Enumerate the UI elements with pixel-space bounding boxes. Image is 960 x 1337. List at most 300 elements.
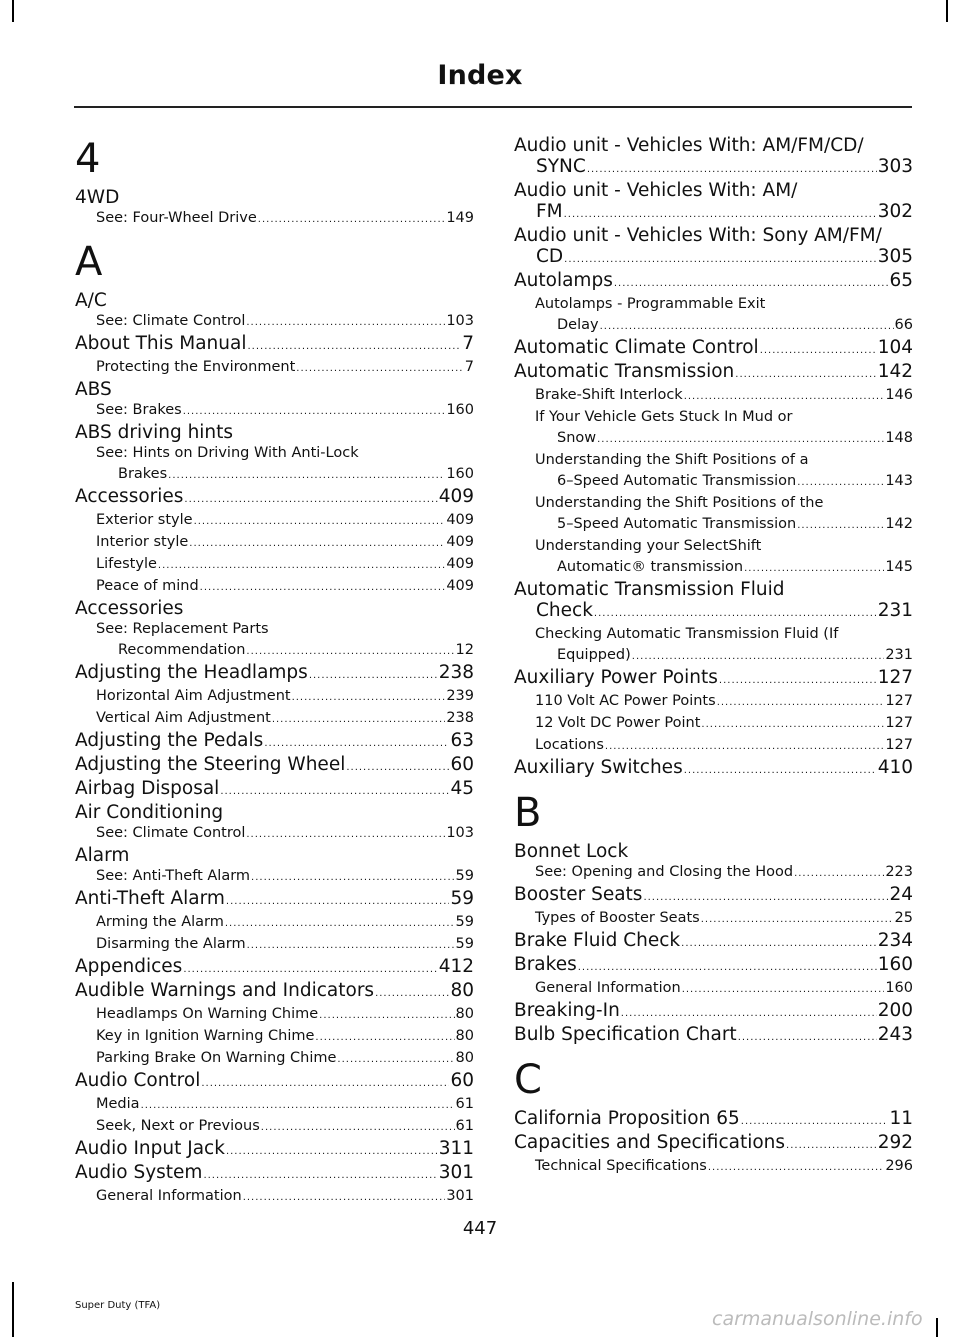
index-subentry <box>514 713 913 735</box>
entry-line <box>514 600 913 624</box>
index-entry <box>75 778 474 802</box>
index-entry <box>514 954 913 978</box>
leader-dots <box>738 1027 877 1048</box>
document-label: Super Duty (TFA) <box>75 1300 161 1311</box>
index-entry <box>514 1000 913 1024</box>
page-ref: 238 <box>438 662 474 683</box>
page-ref: 239 <box>446 688 474 704</box>
page-ref: 60 <box>450 1070 474 1091</box>
entry-line <box>96 1116 474 1138</box>
entry-text: Understanding the Shift Positions of the <box>535 495 824 511</box>
entry-text: Check <box>536 600 593 621</box>
index-column-right <box>514 135 913 1178</box>
leader-dots <box>141 1095 455 1116</box>
index-subentry <box>75 1094 474 1116</box>
page-ref: 143 <box>885 473 913 489</box>
index-subentry <box>514 735 913 757</box>
entry-text: Brake Fluid Check <box>514 930 681 951</box>
index-entry <box>75 888 474 912</box>
entry-text: Audio System <box>75 1162 203 1183</box>
page-ref: 142 <box>877 361 913 382</box>
crop-mark-top-right <box>946 0 948 22</box>
index-subentry <box>75 823 474 845</box>
entry-line <box>96 686 474 708</box>
index-subentry <box>514 862 913 884</box>
section-letter: B <box>514 790 542 836</box>
entry-line <box>96 934 474 956</box>
entry-text: Bonnet Lock <box>514 841 629 862</box>
page-ref: 60 <box>450 754 474 775</box>
page-ref: 301 <box>438 1162 474 1183</box>
index-entry <box>514 1108 913 1132</box>
entry-text: See: Opening and Closing the Hood <box>535 864 794 880</box>
entry-line <box>75 845 474 866</box>
page-ref: 160 <box>885 980 913 996</box>
entry-text: Interior style <box>96 534 189 550</box>
entry-text: Audio unit - Vehicles With: Sony AM/FM/ <box>514 225 882 246</box>
entry-line <box>96 708 474 730</box>
leader-dots <box>600 316 894 337</box>
index-entry <box>514 225 913 270</box>
leader-dots <box>744 558 884 579</box>
index-entry <box>75 730 474 754</box>
entry-line <box>75 333 474 357</box>
leader-dots <box>564 204 877 225</box>
entry-text: Equipped) <box>557 647 631 663</box>
page-ref: 296 <box>885 1158 913 1174</box>
leader-dots <box>564 249 877 270</box>
entry-line <box>96 1048 474 1070</box>
index-entry <box>514 135 913 180</box>
index-subentry <box>514 1156 913 1178</box>
page-ref: 59 <box>455 914 474 930</box>
index-subentry <box>75 576 474 598</box>
entry-text: California Proposition 65 <box>514 1108 740 1129</box>
leader-dots <box>226 1141 438 1162</box>
entry-text: Audio unit - Vehicles With: AM/ <box>514 180 798 201</box>
leader-dots <box>794 863 884 884</box>
page-ref: 61 <box>455 1118 474 1134</box>
entry-line <box>96 866 474 888</box>
leader-dots <box>246 824 445 845</box>
watermark: carmanualsonline.info <box>712 1308 923 1330</box>
entry-text: Technical Specifications <box>535 1158 707 1174</box>
entry-line <box>96 1186 474 1208</box>
page-ref: 410 <box>877 757 913 778</box>
entry-text: See: Anti-Theft Alarm <box>96 868 251 884</box>
leader-dots <box>708 1157 884 1178</box>
entry-line <box>75 888 474 912</box>
index-subentry <box>75 311 474 333</box>
index-entry <box>75 662 474 686</box>
page-ref: 301 <box>446 1188 474 1204</box>
entry-text: See: Climate Control <box>96 313 246 329</box>
index-subentry <box>75 1004 474 1026</box>
leader-dots <box>594 603 877 624</box>
entry-text: 110 Volt AC Power Points <box>535 693 716 709</box>
entry-text: Protecting the Environment <box>96 359 296 375</box>
index-entry <box>75 598 474 619</box>
leader-dots <box>184 489 437 510</box>
leader-dots <box>605 736 884 757</box>
leader-dots <box>684 386 885 407</box>
entry-line <box>75 754 474 778</box>
entry-line <box>514 1132 913 1156</box>
leader-dots <box>346 757 449 778</box>
page-ref: 303 <box>877 156 913 177</box>
page-ref: 302 <box>877 201 913 222</box>
index-subentry <box>75 619 474 662</box>
page-ref: 238 <box>446 710 474 726</box>
index-subentry <box>75 208 474 230</box>
page-ref: 412 <box>438 956 474 977</box>
entry-text: Parking Brake On Warning Chime <box>96 1050 337 1066</box>
entry-text: Airbag Disposal <box>75 778 220 799</box>
entry-line <box>535 862 913 884</box>
leader-dots <box>261 1117 455 1138</box>
entry-line <box>535 385 913 407</box>
entry-text: Capacities and Specifications <box>514 1132 786 1153</box>
leader-dots <box>681 933 877 954</box>
entry-line <box>514 1000 913 1024</box>
entry-line <box>514 954 913 978</box>
page-ref: 7 <box>462 333 474 354</box>
entry-text: Vertical Aim Adjustment <box>96 710 271 726</box>
index-subentry <box>514 536 913 579</box>
leader-dots <box>246 641 454 662</box>
index-entry <box>514 884 913 908</box>
index-entry <box>75 802 474 823</box>
entry-text: Accessories <box>75 486 184 507</box>
leader-dots <box>614 273 889 294</box>
entry-text: ABS driving hints <box>75 422 234 443</box>
entry-line <box>514 1108 913 1132</box>
index-subentry <box>514 294 913 337</box>
entry-line <box>514 757 913 781</box>
index-entry <box>75 422 474 443</box>
entry-line <box>535 557 913 579</box>
entry-text: Appendices <box>75 956 183 977</box>
index-entry <box>514 841 913 862</box>
entry-text: See: Brakes <box>96 402 182 418</box>
entry-text: Breaking-In <box>514 1000 620 1021</box>
leader-dots <box>719 670 877 691</box>
entry-line <box>75 662 474 686</box>
page-ref: 409 <box>446 512 474 528</box>
page-ref: 243 <box>877 1024 913 1045</box>
entry-line <box>75 778 474 802</box>
leader-dots <box>632 646 885 667</box>
leader-dots <box>200 577 446 598</box>
entry-text: Key in Ignition Warning Chime <box>96 1028 315 1044</box>
index-subentry <box>75 532 474 554</box>
entry-line <box>96 1004 474 1026</box>
crop-mark-bottom-right <box>936 1318 938 1337</box>
entry-text: Audio Control <box>75 1070 201 1091</box>
page-ref: 127 <box>885 737 913 753</box>
entry-line <box>96 823 474 845</box>
entry-text: ABS <box>75 379 112 400</box>
leader-dots <box>296 358 463 379</box>
page-ref: 59 <box>455 936 474 952</box>
page-ref: 80 <box>450 980 474 1001</box>
page-ref: 45 <box>450 778 474 799</box>
entry-line <box>514 337 913 361</box>
page-ref: 65 <box>889 270 913 291</box>
entry-text: If Your Vehicle Gets Stuck In Mud or <box>535 409 793 425</box>
leader-dots <box>248 336 462 357</box>
page-ref: 7 <box>464 359 474 375</box>
index-entry <box>75 333 474 357</box>
leader-dots <box>701 909 894 930</box>
index-entry <box>75 187 474 208</box>
entry-text: About This Manual <box>75 333 247 354</box>
index-entry <box>514 337 913 361</box>
leader-dots <box>246 312 445 333</box>
entry-text: Adjusting the Headlamps <box>75 662 308 683</box>
index-column-left <box>75 135 474 1208</box>
entry-line <box>96 311 474 333</box>
entry-line <box>535 713 913 735</box>
leader-dots <box>183 959 437 980</box>
index-entry <box>75 1138 474 1162</box>
entry-text: Automatic Transmission Fluid <box>514 579 785 600</box>
entry-line <box>514 1024 913 1048</box>
leader-dots <box>319 1005 454 1026</box>
page-number: 447 <box>462 1218 498 1239</box>
leader-dots <box>337 1049 454 1070</box>
index-subentry <box>75 934 474 956</box>
leader-dots <box>251 867 455 888</box>
index-entry <box>75 1070 474 1094</box>
entry-line <box>96 576 474 598</box>
entry-line <box>96 554 474 576</box>
entry-text: Headlamps On Warning Chime <box>96 1006 319 1022</box>
entry-text: Understanding your SelectShift <box>535 538 762 554</box>
entry-line <box>75 486 474 510</box>
page-ref: 12 <box>455 642 474 658</box>
page-ref: 223 <box>885 864 913 880</box>
entry-text: CD <box>536 246 564 267</box>
leader-dots <box>643 887 888 908</box>
page-ref: 160 <box>877 954 913 975</box>
entry-text: Brake-Shift Interlock <box>535 387 683 403</box>
entry-line <box>96 1026 474 1048</box>
leader-dots <box>258 209 446 230</box>
page-ref: 11 <box>889 1108 913 1129</box>
entry-text: Automatic Climate Control <box>514 337 759 358</box>
entry-line <box>75 1162 474 1186</box>
entry-text: Lifestyle <box>96 556 157 572</box>
entry-line <box>75 422 474 443</box>
entry-text: General Information <box>96 1188 242 1204</box>
entry-line <box>514 841 913 862</box>
index-subentry <box>514 691 913 713</box>
entry-line <box>514 930 913 954</box>
index-entry <box>514 757 913 781</box>
leader-dots <box>735 364 876 385</box>
page-ref: 80 <box>455 1028 474 1044</box>
entry-line <box>535 471 913 493</box>
entry-text: See: Four-Wheel Drive <box>96 210 257 226</box>
page-ref: 409 <box>438 486 474 507</box>
entry-text: Accessories <box>75 598 184 619</box>
leader-dots <box>587 159 877 180</box>
entry-text: Media <box>96 1096 140 1112</box>
leader-dots <box>701 714 884 735</box>
leader-dots <box>375 983 449 1004</box>
page-ref: 149 <box>446 210 474 226</box>
index-subentry <box>75 1048 474 1070</box>
index-entry <box>514 1024 913 1048</box>
entry-line <box>96 510 474 532</box>
leader-dots <box>309 665 438 686</box>
entry-text: Checking Automatic Transmission Fluid (If <box>535 626 839 642</box>
entry-text: A/C <box>75 290 107 311</box>
entry-line <box>75 980 474 1004</box>
entry-line <box>514 361 913 385</box>
index-entry <box>514 361 913 385</box>
leader-dots <box>225 913 455 934</box>
page-ref: 142 <box>885 516 913 532</box>
entry-line <box>96 464 474 486</box>
entry-text: Brakes <box>514 954 577 975</box>
entry-text: See: Climate Control <box>96 825 246 841</box>
entry-line <box>75 1138 474 1162</box>
page-ref: 234 <box>877 930 913 951</box>
page-ref: 127 <box>877 667 913 688</box>
leader-dots <box>597 429 884 450</box>
entry-text: Types of Booster Seats <box>535 910 700 926</box>
index-subentry <box>75 1026 474 1048</box>
entry-line <box>535 315 913 337</box>
index-subentry <box>75 1116 474 1138</box>
entry-line <box>75 802 474 823</box>
index-subentry <box>514 624 913 667</box>
entry-text: See: Replacement Parts <box>96 621 269 637</box>
section-letter: A <box>75 239 103 285</box>
index-subentry <box>75 357 474 379</box>
entry-text: FM <box>536 201 563 222</box>
entry-text: Auxiliary Switches <box>514 757 683 778</box>
index-entry <box>75 290 474 311</box>
page-ref: 231 <box>877 600 913 621</box>
index-subentry <box>75 510 474 532</box>
leader-dots <box>264 733 449 754</box>
entry-text: Adjusting the Steering Wheel <box>75 754 346 775</box>
entry-line <box>514 884 913 908</box>
entry-text: Audio Input Jack <box>75 1138 225 1159</box>
page-title: Index <box>437 60 523 91</box>
section-letter: 4 <box>75 136 101 182</box>
page-ref: 148 <box>885 430 913 446</box>
page-ref: 145 <box>885 559 913 575</box>
entry-text: SYNC <box>536 156 586 177</box>
entry-line <box>514 246 913 270</box>
entry-text: Understanding the Shift Positions of a <box>535 452 809 468</box>
page-ref: 24 <box>889 884 913 905</box>
index-entry <box>514 930 913 954</box>
index-subentry <box>514 908 913 930</box>
leader-dots <box>203 1165 437 1186</box>
entry-line <box>96 1094 474 1116</box>
crop-mark-bottom-left <box>12 1282 14 1337</box>
leader-dots <box>226 891 450 912</box>
entry-text: Autolamps <box>514 270 613 291</box>
leader-dots <box>684 760 877 781</box>
entry-line <box>96 357 474 379</box>
page-ref: 103 <box>446 825 474 841</box>
leader-dots <box>717 692 885 713</box>
index-subentry <box>514 978 913 1000</box>
entry-text: Automatic Transmission <box>514 361 735 382</box>
leader-dots <box>741 1111 889 1132</box>
entry-line <box>535 1156 913 1178</box>
entry-text: Auxiliary Power Points <box>514 667 718 688</box>
index-subentry <box>75 1186 474 1208</box>
entry-line <box>514 156 913 180</box>
section-letter: C <box>514 1057 542 1103</box>
entry-text: Autolamps - Programmable Exit <box>535 296 766 312</box>
index-subentry <box>75 443 474 486</box>
leader-dots <box>247 935 455 956</box>
entry-line <box>514 270 913 294</box>
leader-dots <box>682 979 885 1000</box>
index-entry <box>75 980 474 1004</box>
leader-dots <box>158 555 445 576</box>
entry-line <box>535 514 913 536</box>
entry-text: Disarming the Alarm <box>96 936 246 952</box>
entry-line <box>75 598 474 619</box>
entry-line <box>75 290 474 311</box>
entry-text: Horizontal Aim Adjustment <box>96 688 291 704</box>
entry-line <box>514 201 913 225</box>
entry-line <box>96 208 474 230</box>
index-entry <box>75 754 474 778</box>
entry-text: Locations <box>535 737 604 753</box>
index-subentry <box>75 554 474 576</box>
leader-dots <box>578 957 877 978</box>
entry-text: Bulb Specification Chart <box>514 1024 737 1045</box>
entry-line <box>535 978 913 1000</box>
index-subentry <box>75 708 474 730</box>
page-ref: 25 <box>894 910 913 926</box>
entry-line <box>75 1070 474 1094</box>
index-subentry <box>75 866 474 888</box>
page-ref: 127 <box>885 715 913 731</box>
leader-dots <box>315 1027 454 1048</box>
page-ref: 311 <box>438 1138 474 1159</box>
page-ref: 80 <box>455 1050 474 1066</box>
page-ref: 409 <box>446 556 474 572</box>
index-entry <box>514 579 913 624</box>
page-ref: 80 <box>455 1006 474 1022</box>
page-ref: 200 <box>877 1000 913 1021</box>
entry-text: Delay <box>557 317 599 333</box>
entry-text: See: Hints on Driving With Anti-Lock <box>96 445 359 461</box>
leader-dots <box>621 1003 877 1024</box>
page-ref: 160 <box>446 466 474 482</box>
page-ref: 409 <box>446 534 474 550</box>
index-subentry <box>75 912 474 934</box>
entry-line <box>75 730 474 754</box>
page-ref: 127 <box>885 693 913 709</box>
index-subentry <box>75 400 474 422</box>
entry-text: 5–Speed Automatic Transmission <box>557 516 797 532</box>
leader-dots <box>272 709 445 730</box>
page-ref: 409 <box>446 578 474 594</box>
index-entry <box>75 1162 474 1186</box>
